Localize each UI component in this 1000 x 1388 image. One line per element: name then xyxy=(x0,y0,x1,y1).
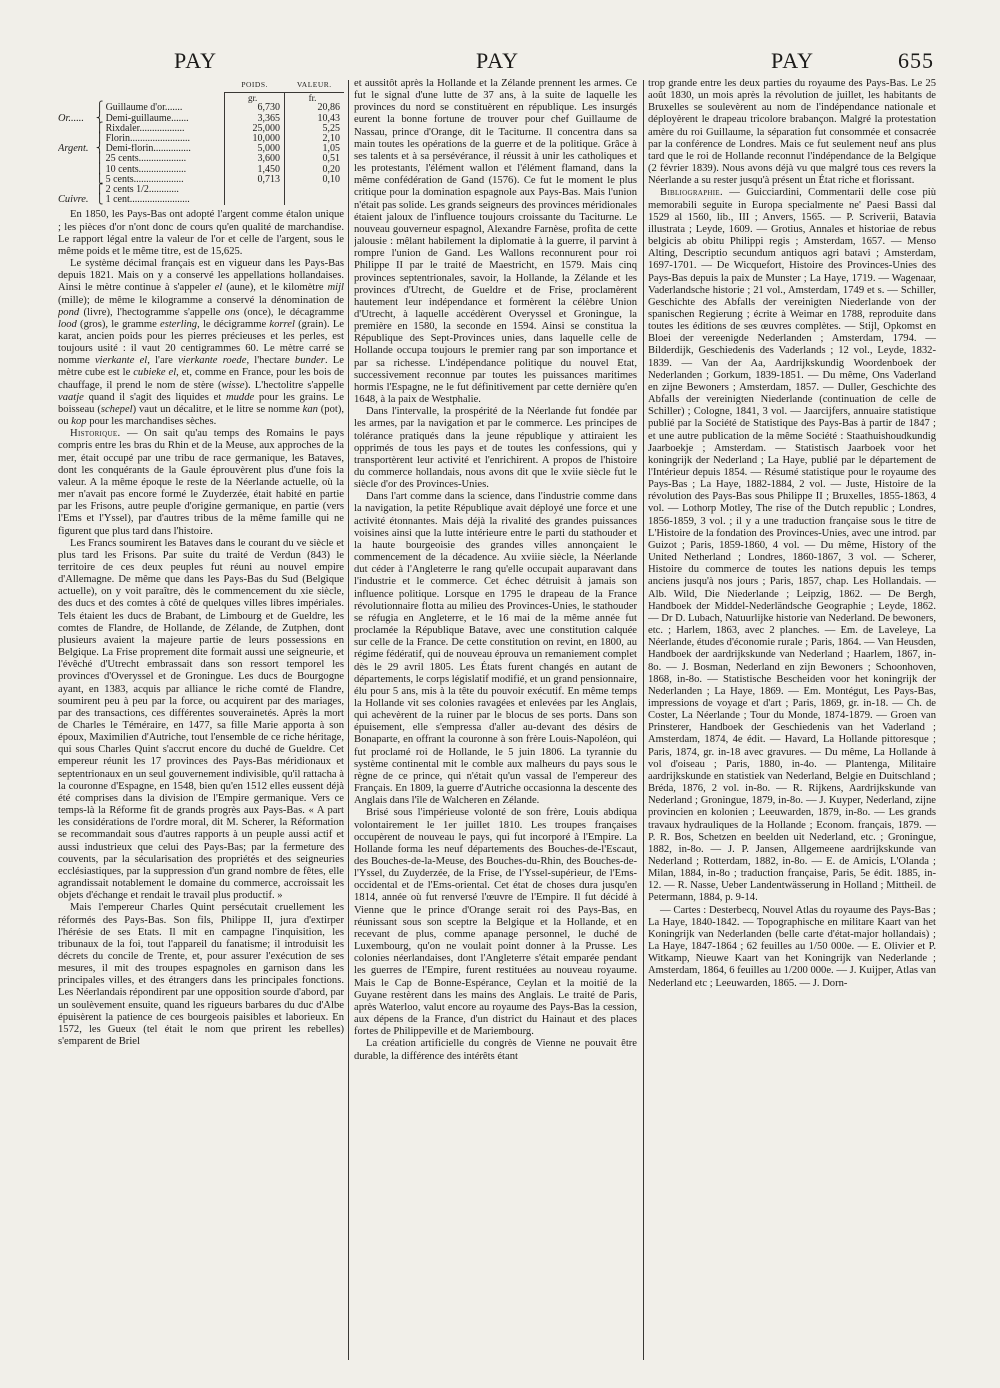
coin-name: 10 cents................... xyxy=(105,164,187,175)
coin-value: 1,05 xyxy=(285,144,344,154)
coin-table xyxy=(58,78,344,205)
column-rule xyxy=(348,80,349,1360)
paragraph: Mais l'empereur Charles Quint persécutait cruellement les réformés des Pays-Bas. Son fils, Philippe II, jura d'extirper l'hérésie de ses Etats. Il mit en campagne l'inquisition, les tribunaux de la foi, tout l'appareil du fanatisme; il introduisit les décrets du concile de Trente, et, pour assurer l'exécution de ses mesures, il mit des troupes espagnoles en garnison dans les principales villes, et des étrangers dans les principales fonctions. Les Néerlandais répondirent par une opposition sourde d'abord, par un soulèvement ensuite, quand les rigueurs barbares du duc d'Albe épuisèrent la patience de ces bourgeois paisibles et laborieux. En 1572, les Gueux (tel était le nom que prirent les rebelles) s'emparent de Briel xyxy=(58,902,344,1048)
coin-value: 0,10 xyxy=(285,175,344,185)
coin-brace: ⎩ xyxy=(95,173,104,185)
coin-value: 2,10 xyxy=(285,134,344,144)
column-3 xyxy=(648,78,936,1368)
coin-value xyxy=(285,195,344,205)
section-label-bibliographie: Bibliographie. xyxy=(660,187,723,199)
coin-weight: 25,000 xyxy=(225,124,285,134)
coin-brace: ⎩ xyxy=(95,194,104,206)
coin-value xyxy=(285,185,344,195)
running-head-right: PAY xyxy=(771,48,814,73)
coin-group xyxy=(58,124,96,134)
coin-weight: 6,730 xyxy=(225,103,285,113)
coin-value: 5,25 xyxy=(285,124,344,134)
coin-table-header-weight: POIDS. xyxy=(225,78,285,93)
coin-name: Demi-guillaume....... xyxy=(105,113,189,124)
coin-weight xyxy=(225,195,285,205)
paragraph: Dans l'intervalle, la prospérité de la Néerlande fut fondée par les armes, par la navigation et par le commerce. Les principes de tolérance pratiqués dans la jeune république y attiraient les opprimés de tous les pays et de toutes les confessions, qui y transportèrent leur activité et l'enrichirent. A propos de l'histoire du commerce hollandais, nous avons dit que le xviie siècle fut le siècle d'or des Provinces-Unies. xyxy=(354,406,637,491)
paragraph: et aussitôt après la Hollande et la Zélande prennent les armes. Ce fut le signal d'une lutte de 37 ans, à la suite de laquelle les provinces du nord se constituèrent en république. Les insurgés eurent la bonne fortune de trouver pour chef Guillaume de Nassau, prince d'Orange, dit le Taciturne. Il concentra dans sa main toutes les opérations de la guerre et de la politique. Grâce à ses talents et à sa persévérance, il réussit à unir les catholiques et les protestants, l'élément wallon et l'élément flamand, dans la même confédération de Gand (1576). Ce fut le moment le plus critique pour la domination espagnole aux Pays-Bas. Mais l'union n'était pas solide. Les grands seigneurs des provinces méridionales étaient jaloux de l'influence toujours croissante du Taciturne. Le nouveau gouverneur espagnol, Alexandre Farnèse, profita de cette jalousie : mêlant habilement la diplomatie à la guerre, il parvint à rompre l'union de Gand. Les Wallons reconnurent pour roi Philippe II par le traité de Maestricht, en 1579. Mais cinq provinces septentrionales, savoir, la Hollande, la Zélande et les provinces d'Utrecht, de Gueldre et de Frise, proclamèrent hautement leur indépendance et formèrent la célèbre Union d'Utrecht, à laquelle accédèrent Overyssel et Groningue, la première en 1580, la seconde en 1594. Ainsi se constitua la République des Sept-Provinces unies, dans laquelle celle de Hollande occupa toujours le premier rang par son importance et par sa richesse. L'indépendance politique du nouvel Etat, successivement reconnue par toutes les puissances maritimes hormis l'Espagne, ne le fut définitivement par cette dernière qu'en 1648, à la paix de Westphalie. xyxy=(354,78,637,406)
running-head-center: PAY xyxy=(476,48,519,73)
coin-weight: 10,000 xyxy=(225,134,285,144)
coin-value: 0,20 xyxy=(285,165,344,175)
coin-group: Argent. xyxy=(58,143,89,155)
column-2 xyxy=(354,78,637,1368)
paragraph: Dans l'art comme dans la science, dans l'industrie comme dans la navigation, la petite République avait déployé une force et une activité étonnantes. Mais déjà la rivalité des grandes puissances voisines ainsi que la lutte intérieure entre le parti du stathouder et la haute bourgeoisie des grandes villes annonçaient le commencement de la décadence. Au xviiie siècle, la Néerlande dut céder à l'Angleterre le rang qu'elle occupait auparavant dans l'industrie et le commerce. Cet échec détruisit à jamais son influence politique. Lorsque en 1795 le drapeau de la France révolutionnaire flotta au milieu des Provinces-Unies, le stathouder se réfugia en Angleterre, et le 16 mai de la même année fut proclamée la République Batave, avec une constitution calquée sur celle de la France. De cette constitution on revint, en 1800, au régime fédératif, qui de nouveau éprouva un remaniement complet dès le 29 avril 1805. Les États furent changés en autant de départements, le corps législatif modifié, et un grand pensionnaire, élu pour 5 ans, mis à la tête du pouvoir exécutif. En même temps la Hollande vit ses colonies ravagées et enlevées par les Anglais, qui achevèrent de la ruiner par le blocus de ses ports. Dans son épuisement, elle s'empressa d'aller au-devant des désirs de Bonaparte, en offrant la couronne à son frère Louis-Napoléon, qui fut proclamé roi de Hollande, le 5 juin 1806. La tyrannie du système continental mit le comble aux malheurs du pays sous le règne de ce prince, qui n'était qu'un vassal de l'empereur des Français. En 1809, la guerre d'Autriche occasionna la descente des Anglais dans l'île de Walcheren en Zélande. xyxy=(354,491,637,807)
coin-name: 5 cents.................... xyxy=(105,174,184,185)
coin-name: Demi-florin............... xyxy=(105,144,191,155)
coin-weight: 3,600 xyxy=(225,154,285,164)
paragraph-bibliographie: Bibliographie. — Guicciardini, Commentarii delle cose più memorabili seguite in Europa specialmente ne' Paesi Bassi dal 1529 al 1560, lib., III ; Anvers, 1565. — P. Scriverii, Batavia illustrata ; Leyde, 1609. — Grotius, Annales et historiae de rebus belgicis ab obitu Philippi regis ; Amsterdam, 1657. — Menso Alting, Descriptio secundum antiquos agri batavi ; Amsterdam, 1697-1701. — De Wicquefort, Histoire des Provinces-Unies des Pays-Bas depuis la paix de Munster ; La Haye, 1719. — Wagenaar, Vaderlandsche historie ; 21 vol., Amsterdam, 1749 et s. — Schiller, Geschichte des Abfalls der vereinigten Niederlande von der spanischen Regierung ; écrite à Weimar en 1788, reproduite dans toutes les éditions de ses œuvres complètes. — Stijl, Opkomst en Bloei der vereenigde Nederlanden ; Amsterdam, 1794. — Bilderdijk, Geschiedenis des Vaderlands ; 12 vol., Leyde, 1832-1839. — Van der Aa, Aardrijkskundig Woordenboek der Nederlanden ; Gorkum, 1839-1851. — Du même, Ons Vaderland en zijne Bewoners ; Amsterdam, 1857. — Duller, Geschichte des Abfalls der vereinigten Niederlande (continuation de celle de Schiller) ; Cologne, 1841, 3 vol. — Jaarcijfers, annuaire statistique publié par la Société de Statistique des Pays-Bas à partir de 1847 ; et une autre publication de la même Société : Staathuishoudkundig Jaarboekje ; Amsterdam. — Statistisch Jaarboek voor het koningrijk der Nederland ; La Haye, publié par le département de l'Intérieur depuis 1854. — Résumé statistique pour le royaume des Pays-Bas ; La Haye, 1882-1884, 2 vol. — Juste, Histoire de la révolution des Pays-Bas sous Philippe II ; Bruxelles, 1855-1863, 4 vol. — Lothorp Motley, The rise of the Dutch republic ; Londres, 1856-1859, 3 vol. ; il y a une traduction française sous le titre de L'Histoire de la fondation des Provinces-Unies, avec une introd. par Guizot ; Paris, 1859-1860, 4 vol. — Du même, History of the United Netherland ; Londres, 1860-1867, 3 vol. — Scherer, Histoire du commerce de toutes les nations depuis les temps anciens jusqu'à nos jours ; Paris, 1857, chap. Les Hollandais. — Alb. Wild, Die Niederlande ; Leipzig, 1862. — De Bergh, Handboek der Middel-Nederländsche Geographie ; Leyde, 1862. — Dr D. Lubach, Natuurlijke historie van Nederland. De bewoners, etc. ; Harlem, 1863, avec 2 planches. — Em. de Laveleye, La Néerlande, études d'économie rurale ; Paris, 1864. — Van Heusden, Handboek der aardrijkskunde van Nederland ; Haarlem, 1867, in-8o. — J. Bosman, Nederland en zijn Bewoners ; Schoonhoven, 1868, in-8o. — Statistische Bescheiden voor het koningrijk der Nederlanden ; La Haye, 1869. — Em. Montégut, Les Pays-Bas, impressions de voyage et d'art ; Paris, 1869, gr. in-18. — Ch. de Coster, La Néerlande ; Tour du Monde, 1874-1879. — Groen van Prinsterer, Handboek der Geschiedenis van het Vaderland ; Amsterdam, 1874, 4e édit. — Havard, La Hollande pittoresque ; Paris, 1874, gr. in-18 avec gravures. — Du même, La Hollande à vol d'oiseau ; Paris, 1880, in-4o. — Plantenga, Militaire aardrijkskunde en statistiek van Nederland, Belgie en Duitschland ; Bréda, 1876, 2 vol. in-8o. — R. Rijkens, Aardrijkskunde van Nederland ; Groningue, 1879, in-8o. — J. Kuyper, Nederland, zijne provincien en kolonien ; Leeuwarden, 1879, in-8o. — Les grands travaux hydrauliques de la Hollande ; Econom. français, 1879. — P. R. Bos, Schetzen en beelden uit Nederland, etc. ; Groningue, 1882, in-8o. — J. P. Jansen, Allgemeene aardrijkskunde van Nederland ; Rotterdam, 1882, in-8o. — E. de Amicis, L'Olanda ; Milan, 1884, in-8o ; traduction française, Paris, 5e édit. 1885, in-12. — R. Nasse, Ueber Landentwässerung in Holland ; Mittheil. de Petermann, 1884, p. 9-14. xyxy=(648,187,936,904)
coin-weight: 3,365 xyxy=(225,114,285,124)
unit-value: fr. xyxy=(285,93,344,104)
coin-name: 2 cents 1/2............ xyxy=(105,185,179,196)
coin-name: Guillaume d'or....... xyxy=(105,103,183,114)
paragraph: La création artificielle du congrès de Vienne ne pouvait être durable, la différence des intérêts étant xyxy=(354,1038,637,1062)
coin-weight: 1,450 xyxy=(225,165,285,175)
coin-name: 1 cent........................ xyxy=(105,195,190,206)
coin-name: Florin........................ xyxy=(105,134,191,145)
coin-name: Rixdaler.................. xyxy=(105,123,185,134)
paragraph: En 1850, les Pays-Bas ont adopté l'argent comme étalon unique ; les pièces d'or n'ont donc de cours qu'en qualité de marchandise. Le rapport légal entre la valeur de l'or et celle de l'argent, sous le même poids et le même titre, est de 15,625. xyxy=(58,209,344,257)
coin-value: 10,43 xyxy=(285,114,344,124)
coin-group xyxy=(58,154,96,164)
coin-group: Or...... xyxy=(58,112,84,124)
coin-brace: ⎧ xyxy=(95,184,104,196)
coin-name: 25 cents................... xyxy=(105,154,187,165)
coin-group xyxy=(58,175,96,185)
coin-brace: ⎧ xyxy=(95,122,104,134)
coin-brace: ⎨ xyxy=(95,112,104,124)
running-head xyxy=(0,48,1000,78)
page-number: 655 xyxy=(898,48,934,73)
paragraph: trop grande entre les deux parties du royaume des Pays-Bas. Le 25 août 1830, un mois après la révolution de juillet, les habitants de Bruxelles se soulevèrent au nom de l'indépendance nationale et déployèrent le drapeau tricolore brabançon. Malgré la protestation amère du roi Guillaume, la séparation fut consommée et consacrée par la conférence de Londres. Mais ce fut seulement neuf ans plus tard que le roi de Hollande reconnut l'indépendance de la Belgique (2 février 1839). Nous avons déjà vu que malgré tous ces revers la Néerlande a su rester jusqu'à présent un État riche et florissant. xyxy=(648,78,936,187)
coin-value: 0,51 xyxy=(285,154,344,164)
coin-value: 20,86 xyxy=(285,103,344,113)
coin-brace: ⎪ xyxy=(95,153,104,165)
coin-group xyxy=(58,165,96,175)
section-label-historique: Historique. xyxy=(70,428,121,440)
coin-weight xyxy=(225,185,285,195)
coin-brace: ⎧ xyxy=(95,102,104,114)
coin-brace: ⎪ xyxy=(95,133,104,145)
coin-table-header-value: VALEUR. xyxy=(285,78,344,93)
paragraph: Brisé sous l'impérieuse volonté de son frère, Louis abdiqua volontairement le 1er juillet 1810. Les troupes françaises occupèrent de nouveau le pays, qui fut incorporé à l'Empire. La Hollande forma les neuf départements des Bouches-de-l'Escaut, des Bouches-de-la-Meuse, des Bouches-du-Rhin, des Bouches-de-l'Yssel, du Zuyderzée, de la Frise, de l'Yssel-supérieur, de l'Ems-occidental et de l'Ems-oriental. Cet état de choses dura jusqu'en 1814, année où fut renversé l'œuvre de l'Empire. Il fut décidé à Vienne que le prince d'Orange serait roi des Pays-Bas, en réunissant sous son sceptre la Belgique et la Hollande, et en recevant de plus, comme apanage personnel, le duché de Luxembourg, qu'on ne voulait point donner à la Prusse. Les colonies néerlandaises, dont l'Angleterre s'était emparée pendant les guerres de l'Empire, furent restituées au nouveau royaume. Mais le Cap de Bonne-Espérance, Ceylan et la moitié de la Guyane restèrent dans les mains des Anglais. Le traité de Paris, après Waterloo, valut encore au royaume des Pays-Bas la cession, aux dépens de la France, d'un district du Hainaut et des places fortes de Philippeville et de Mariembourg. xyxy=(354,807,637,1038)
paragraph: Le système décimal français est en vigueur dans les Pays-Bas depuis 1821. Mais on y a conservé les appellations hollandaises. Ainsi le mètre continue à s'appeler el (aune), et le kilomètre mijl (mille); de même le kilogramme a conservé la dénomination de pond (livre), l'hectogramme s'appelle ons (once), le décagramme lood (gros), le gramme esterling, le décigramme korrel (grain). Le karat, ancien poids pour les pierres précieuses et les perles, est toujours usité : il vaut 20 centigrammes 60. Le mètre carré se nomme vierkante el, l'are vierkante roede, l'hectare bunder. Le mètre cube est le cubieke el, et, comme en France, pour les bois de chauffage, il prend le nom de stère (wisse). L'hectolitre s'appelle vaatje quand il s'agit des liquides et mudde pour les grains. Le boisseau (schepel) vaut un décalitre, et le litre se nomme kan (pot), ou kop pour les marchandises sèches. xyxy=(58,258,344,428)
running-head-left: PAY xyxy=(174,48,217,73)
paragraph-cartes: — Cartes : Desterbecq, Nouvel Atlas du royaume des Pays-Bas ; La Haye, 1840-1842. — Topographische en militare Kaart van het Koningrijk van Nederlanden (belle carte d'état-major hollandais) ; La Haye, 1847-1864 ; 62 feuilles au 1/50 000e. — E. Olivier et P. Witkamp, Nieuwe Kaart van het Koningrijk van Nederlande ; Amsterdam, 1864, 6 feuilles au 1/200 000e. — J. Kuijper, Atlas van Nederland etc ; Leeuwarden, 1865. — J. Dorn- xyxy=(648,904,936,989)
unit-weight: gr. xyxy=(225,93,285,104)
coin-brace: ⎪ xyxy=(95,163,104,175)
column-rule xyxy=(643,80,644,1360)
coin-brace: ⎨ xyxy=(95,143,104,155)
coin-table-row xyxy=(58,195,344,205)
paragraph-historique: Historique. — On sait qu'au temps des Romains le pays compris entre les bras du Rhin et de la Meuse, aux approches de la mer, était occupé par une tribu de race germanique, les Bataves, dont les conquérants de la Gaule éprouvèrent plus d'une fois la valeur. A la même époque le reste de la Néerlande actuelle, où la mer n'avait pas encore formé le Zuyderzée, était habité en partie par les Frisons, autre peuple d'origine germanique, en partie (vers l'Ems et l'Yssel), par d'autres tribus de la même famille qui ne figurent que plus tard dans l'histoire. xyxy=(58,428,344,537)
coin-weight: 0,713 xyxy=(225,175,285,185)
coin-group: Cuivre. xyxy=(58,194,89,206)
coin-weight: 5,000 xyxy=(225,144,285,154)
paragraph: Les Francs soumirent les Bataves dans le courant du ve siècle et plus tard les Frisons. Par suite du traité de Verdun (843) le territoire de ces deux peuples fut réuni au nouvel empire d'Allemagne. De même que dans les Pays-Bas du Sud (Belgique actuelle), on y voit paraître, dès le commencement du xie siècle, des ducs et des comtes à côté de quelques villes libres impériales. Tels étaient les ducs de Brabant, de Limbourg et de Gueldre, les comtes de Flandre, de Hollande, de Zélande, de Zutphen, dont plusieurs avaient la majeure partie de leurs possessions en Belgique. La Frise proprement dite formait aussi une seigneurie, et l'évêché d'Utrecht embrassait dans son ressort temporel les provinces d'Overyssel et de Groningue. Les ducs de Bourgogne ayant, en 1383, acquis par alliance le riche comté de Flandre, soumirent peu à peu par la force, ou acquirent par des mariages, par des transactions, ces différentes souverainetés. Après la mort de Charles le Téméraire, en 1477, sa fille Marie apporta à son époux, Maximilien d'Autriche, tout l'ensemble de ce riche héritage, qui sous Charles Quint s'accrut encore du duché de Gueldre. Cet empereur réunit les 17 provinces des Pays-Bas méridionaux et septentrionaux en un seul gouvernement indivisible, qu'il rattacha à la couronne d'Espagne, en 1548, bien qu'en 1512 elles eussent déjà été comprises dans la division de l'Empire germanique. Vers ce temps-là la Réforme fit de grands progrès aux Pays-Bas. « A part les considérations de l'ordre moral, dit M. Scherer, la Réformation se recommandait sous d'autres rapports à un peuple aussi actif et aussi industrieux que celui des Pays-Bas; par la fermeture des couvents, par la sécularisation des propriétés et des seigneuries ecclésiastiques, par la suppression d'un grand nombre de fêtes, elle agrandissait notablement le domaine du commerce, accroissait les objets d'échange et rendait le travail plus productif. » xyxy=(58,537,344,902)
column-1 xyxy=(58,78,344,1368)
